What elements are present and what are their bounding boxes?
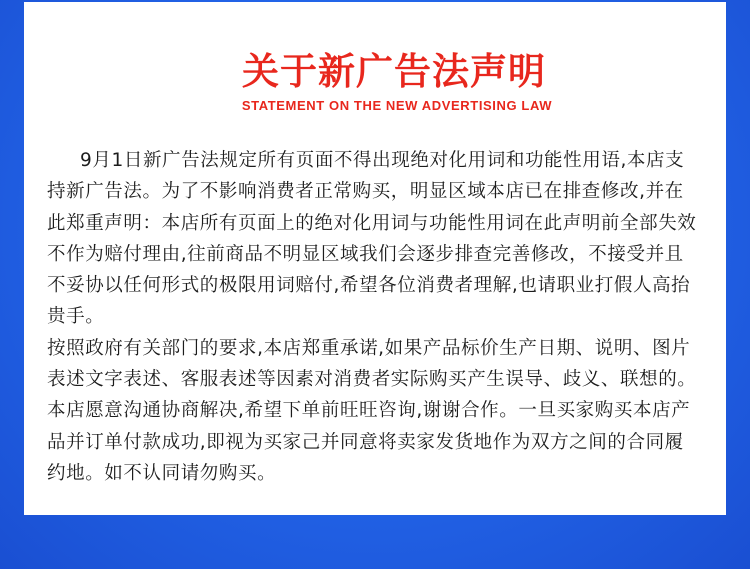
body-line: 9月1日新广告法规定所有页面不得出现绝对化用词和功能性用语,本店支: [80, 150, 685, 171]
page-title: 关于新广告法声明: [242, 50, 546, 93]
body-line: 不妥协以任何形式的极限用词赔付,希望各位消费者理解,也请职业打假人高抬: [47, 275, 691, 297]
body-line: 约地。如不认同请勿购买。: [47, 462, 277, 484]
body-line: 按照政府有关部门的要求,本店郑重承诺,如果产品标价生产日期、说明、图片: [47, 337, 691, 359]
statement-card: [24, 2, 726, 515]
body-line: 品并订单付款成功,即视为买家己并同意将卖家发货地作为双方之间的合同履: [47, 431, 684, 453]
body-line: 表述文字表述、客服表述等因素对消费者实际购买产生误导、歧义、联想的。: [47, 369, 697, 391]
body-line: 持新广告法。为了不影响消费者正常购买，明显区域本店已在排查修改,并在: [47, 181, 684, 203]
page-subtitle: STATEMENT ON THE NEW ADVERTISING LAW: [241, 98, 553, 113]
body-line: 贵手。: [47, 306, 105, 328]
body-line: 此郑重声明：本店所有页面上的绝对化用词与功能性用词在此声明前全部失效: [47, 212, 697, 234]
statement-body: [47, 145, 717, 489]
body-line: 不作为赔付理由,往前商品不明显区域我们会逐步排查完善修改，不接受并且: [47, 243, 684, 265]
body-line: 本店愿意沟通协商解决,希望下单前旺旺咨询,谢谢合作。一旦买家购买本店产: [47, 400, 691, 422]
